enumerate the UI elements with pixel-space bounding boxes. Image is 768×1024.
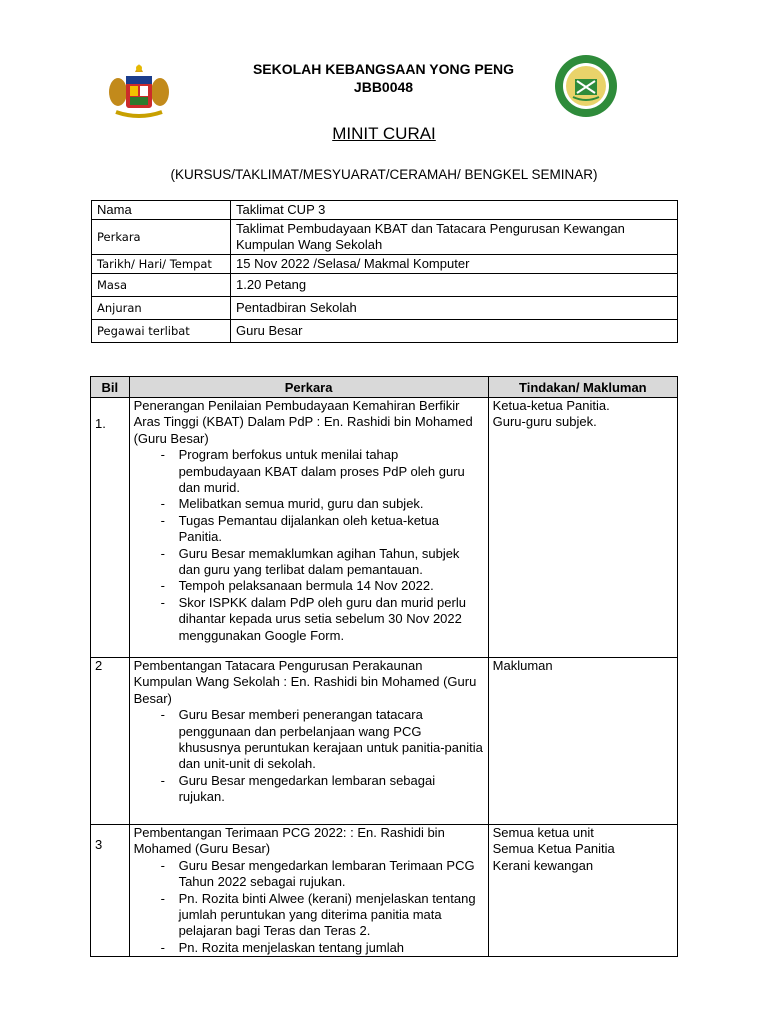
info-value: Pentadbiran Sekolah (231, 297, 678, 320)
action-item: Semua ketua unit (492, 825, 594, 840)
info-value: 15 Nov 2022 /Selasa/ Makmal Komputer (231, 255, 678, 274)
list-item: - Program berfokus untuk menilai tahap pembudayaan KBAT dalam proses PdP oleh guru dan murid. (179, 447, 484, 496)
list-item: - Tempoh pelaksanaan bermula 14 Nov 2022. (179, 578, 484, 594)
info-value: 1.20 Petang (231, 274, 678, 297)
document-subtitle: (KURSUS/TAKLIMAT/MESYUARAT/CERAMAH/ BENGKEL SEMINAR) (170, 167, 598, 182)
table-row (91, 825, 678, 957)
row-perkara (129, 398, 488, 658)
point-list (134, 707, 484, 805)
row-tindakan (488, 398, 677, 658)
header-tindakan: Tindakan/ Makluman (488, 377, 677, 398)
action-item: Semua Ketua Panitia (492, 841, 615, 857)
list-item: - Guru Besar mengedarkan lembaran Terimaan PCG Tahun 2022 sebagai rujukan. (179, 858, 484, 891)
table-row (92, 220, 678, 255)
table-row (91, 658, 678, 825)
list-item: - Guru Besar memaklumkan agihan Tahun, subjek dan guru yang terlibat dalam pemantauan. (179, 546, 484, 579)
info-label: Pegawai terlibat (92, 320, 231, 343)
info-value: Taklimat Pembudayaan KBAT dan Tatacara Pengurusan Kewangan Kumpulan Wang Sekolah (231, 220, 678, 255)
row-intro: Penerangan Penilaian Pembudayaan Kemahiran Berfikir Aras Tinggi (KBAT) Dalam PdP : En. Rashidi bin Mohamed (Guru Besar) (133, 398, 473, 446)
minutes-table (90, 376, 678, 957)
meeting-info-table (91, 200, 678, 343)
info-label: Nama (92, 201, 231, 220)
header-perkara: Perkara (129, 377, 488, 398)
info-label: Masa (92, 274, 231, 297)
list-item: - Guru Besar memberi penerangan tatacara penggunaan dan perbelanjaan wang PCG khususnya peruntukan kerajaan untuk panitia-panitia dan unit-unit di sekolah. (179, 707, 484, 773)
list-item: - Tugas Pemantau dijalankan oleh ketua-ketua Panitia. (179, 513, 484, 546)
action-item: Kerani kewangan (492, 857, 594, 873)
table-row (92, 255, 678, 274)
action-item: Ketua-ketua Panitia. (492, 398, 610, 413)
row-number: 2 (91, 658, 130, 825)
list-item: - Guru Besar mengedarkan lembaran sebagai rujukan. (179, 773, 484, 806)
point-list (134, 447, 484, 644)
info-label: Tarikh/ Hari/ Tempat (92, 255, 231, 274)
row-intro: Pembentangan Terimaan PCG 2022: : En. Rashidi bin Mohamed (Guru Besar) (133, 825, 445, 857)
action-item: Makluman (492, 658, 553, 673)
row-tindakan (488, 825, 677, 957)
table-header-row (91, 377, 678, 398)
table-row (92, 274, 678, 297)
row-perkara (129, 825, 488, 957)
table-row (92, 320, 678, 343)
header-bil: Bil (91, 377, 130, 398)
row-perkara (129, 658, 488, 825)
list-item: - Skor ISPKK dalam PdP oleh guru dan murid perlu dihantar kepada urus setia sebelum 30 Nov 2022 menggunakan Google Form. (179, 595, 484, 644)
row-number: 3 (91, 825, 130, 957)
list-item: - Pn. Rozita binti Alwee (kerani) menjelaskan tentang jumlah peruntukan yang diterima panitia mata pelajaran bagi Teras dan Teras 2. (179, 891, 484, 940)
row-tindakan (488, 658, 677, 825)
document-title: MINIT CURAI (332, 124, 436, 143)
info-value: Guru Besar (231, 320, 678, 343)
list-item: - Pn. Rozita menjelaskan tentang jumlah (179, 940, 484, 956)
list-item: - Melibatkan semua murid, guru dan subjek. (179, 496, 484, 512)
row-number: 1. (91, 398, 130, 658)
table-row (92, 297, 678, 320)
row-intro: Pembentangan Tatacara Pengurusan Perakaunan Kumpulan Wang Sekolah : En. Rashidi bin Mohamed (Guru Besar) (133, 658, 477, 706)
action-item: Guru-guru subjek. (492, 414, 597, 430)
coat-of-arms-logo (106, 62, 172, 122)
school-name: SEKOLAH KEBANGSAAN YONG PENG (252, 61, 515, 77)
table-row (92, 201, 678, 220)
info-label: Perkara (92, 220, 231, 255)
info-label: Anjuran (92, 297, 231, 320)
point-list (134, 858, 484, 956)
table-row (91, 398, 678, 658)
school-header (200, 60, 567, 96)
school-code: JBB0048 (353, 79, 414, 95)
info-value: Taklimat CUP 3 (231, 201, 678, 220)
